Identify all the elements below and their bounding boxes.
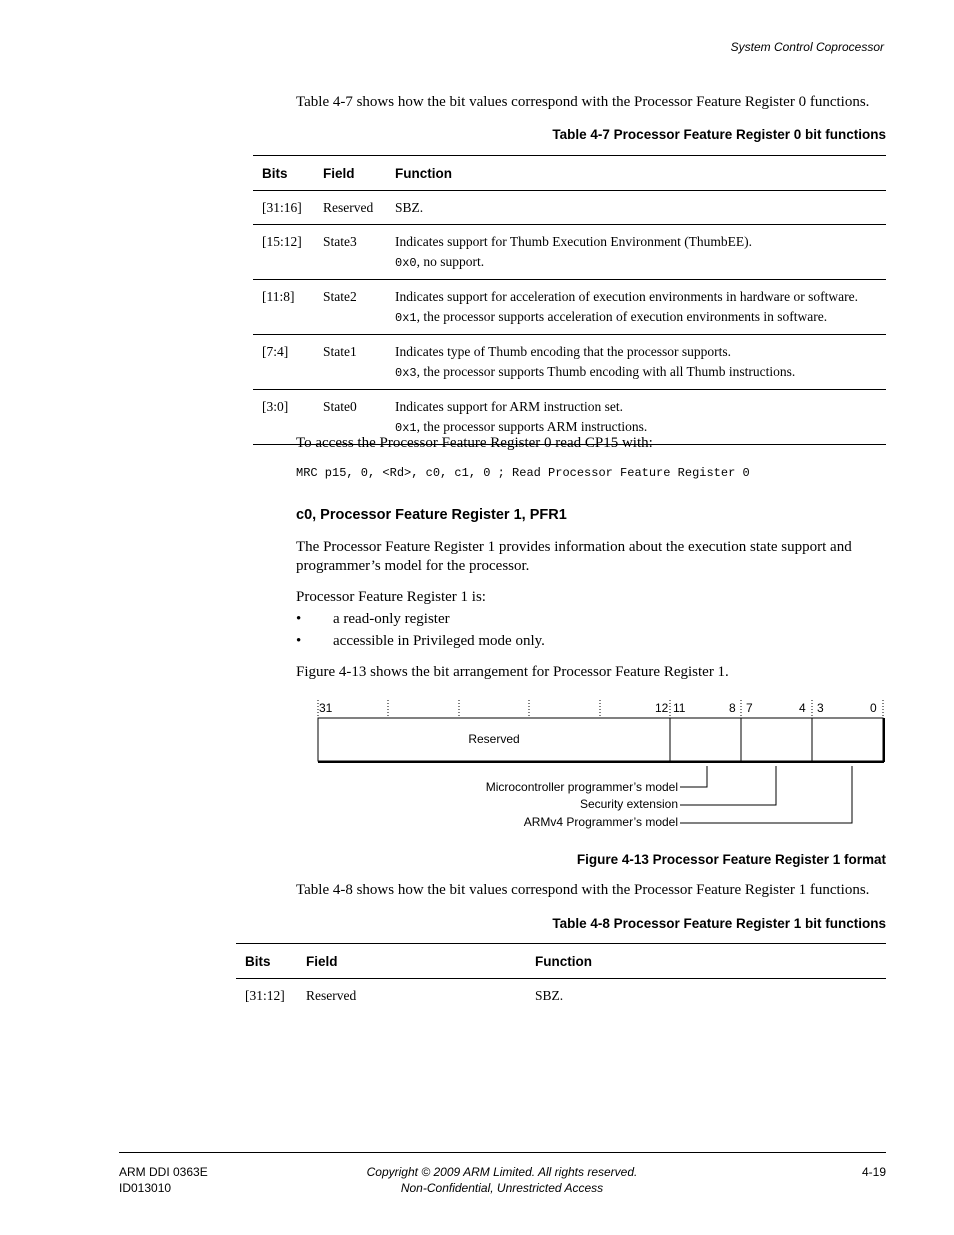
bit-label-31: 31 <box>319 701 333 715</box>
pfr1-is-paragraph: Processor Feature Register 1 is: <box>296 589 486 605</box>
header-field: Field <box>306 944 535 979</box>
section-heading: c0, Processor Feature Register 1, PFR1 <box>296 507 567 523</box>
figure-reference-paragraph: Figure 4-13 shows the bit arrangement for Processor Feature Register 1. <box>296 664 729 680</box>
callout-microcontroller: Microcontroller programmer’s model <box>485 780 678 794</box>
value-code: 0x1 <box>395 421 417 435</box>
table-4-8 <box>236 943 886 1012</box>
running-header: System Control Coprocessor <box>730 40 884 54</box>
cell-bits: [31:16] <box>262 200 302 215</box>
value-code: 0x3 <box>395 366 417 380</box>
value-text: , no support. <box>416 254 485 269</box>
cell-function: SBZ. <box>535 988 564 1003</box>
function-text: Indicates support for Thumb Execution Environment (ThumbEE). <box>395 234 753 249</box>
bullet-text: a read-only register <box>333 611 450 627</box>
callout-line-armv4 <box>680 766 852 823</box>
issue-id: ID013010 <box>119 1181 172 1195</box>
intro-paragraph: Table 4-7 shows how the bit values correspond with the Processor Feature Register 0 functions. <box>296 94 870 110</box>
cell-bits: [11:8] <box>262 289 295 304</box>
function-text: Indicates support for ARM instruction set. <box>395 399 623 414</box>
table-row <box>236 979 886 1013</box>
function-text: Indicates support for acceleration of execution environments in hardware or software. <box>395 289 858 304</box>
cell-bits: [31:12] <box>245 988 285 1003</box>
header-function: Function <box>395 165 452 181</box>
bit-label-11: 11 <box>673 701 686 715</box>
value-text: , the processor supports Thumb encoding with all Thumb instructions. <box>416 364 796 379</box>
header-bits: Bits <box>262 165 288 181</box>
bullet-icon: • <box>296 633 302 649</box>
table-4-8-caption: Table 4-8 Processor Feature Register 1 bit functions <box>552 916 886 931</box>
footer-rule <box>119 1152 886 1153</box>
bullet-text: accessible in Privileged mode only. <box>333 633 545 649</box>
cell-field: State3 <box>323 234 357 249</box>
cell-field: Reserved <box>306 988 357 1003</box>
page-number: 4-19 <box>861 1165 886 1179</box>
bit-label-7: 7 <box>746 701 753 715</box>
cell-field: Reserved <box>323 200 374 215</box>
header-function: Function <box>535 944 886 979</box>
header-field: Field <box>323 165 355 181</box>
confidentiality: Non-Confidential, Unrestricted Access <box>400 1181 604 1195</box>
callout-line-security <box>680 766 776 805</box>
pfr1-description: The Processor Feature Register 1 provides information about the execution state support and programmer’s model for the processor. <box>296 539 852 574</box>
value-text: , the processor supports ARM instructions. <box>416 419 648 434</box>
table-4-7-caption: Table 4-7 Processor Feature Register 0 bit functions <box>552 127 886 142</box>
cell-field: State2 <box>323 289 357 304</box>
value-code: 0x1 <box>395 311 417 325</box>
copyright: Copyright © 2009 ARM Limited. All rights reserved. <box>366 1165 638 1179</box>
cell-bits: [3:0] <box>262 399 289 414</box>
cell-bits: [7:4] <box>262 344 289 359</box>
callout-security: Security extension <box>579 797 678 811</box>
figure-caption: Figure 4-13 Processor Feature Register 1 format <box>576 852 886 867</box>
bit-label-3: 3 <box>817 701 824 715</box>
function-text: SBZ. <box>395 200 424 215</box>
bit-label-4: 4 <box>799 701 806 715</box>
bit-label-8: 8 <box>729 701 736 715</box>
bullet-icon: • <box>296 611 302 627</box>
table-4-8-intro: Table 4-8 shows how the bit values correspond with the Processor Feature Register 1 functions. <box>296 882 870 898</box>
value-text: , the processor supports acceleration of execution environments in software. <box>416 309 828 324</box>
table-header-row <box>236 944 886 979</box>
value-code: 0x0 <box>395 256 417 270</box>
access-paragraph: To access the Processor Feature Register 0 read CP15 with: <box>296 435 653 451</box>
cell-field: State1 <box>323 344 357 359</box>
code-line: MRC p15, 0, <Rd>, c0, c1, 0 ; Read Processor Feature Register 0 <box>296 466 750 480</box>
function-text: Indicates type of Thumb encoding that the processor supports. <box>395 344 732 359</box>
cell-bits: [15:12] <box>262 234 302 249</box>
cell-field: State0 <box>323 399 357 414</box>
bit-label-0: 0 <box>870 701 877 715</box>
footer-center <box>0 1164 954 1196</box>
doc-id: ARM DDI 0363E <box>119 1165 208 1179</box>
callout-line-microcontroller <box>680 766 707 787</box>
callout-lines <box>680 766 852 823</box>
callout-armv4: ARMv4 Programmer’s model <box>523 815 678 829</box>
header-bits: Bits <box>236 944 306 979</box>
bit-label-12: 12 <box>655 701 669 715</box>
reserved-field-label: Reserved <box>468 732 520 746</box>
